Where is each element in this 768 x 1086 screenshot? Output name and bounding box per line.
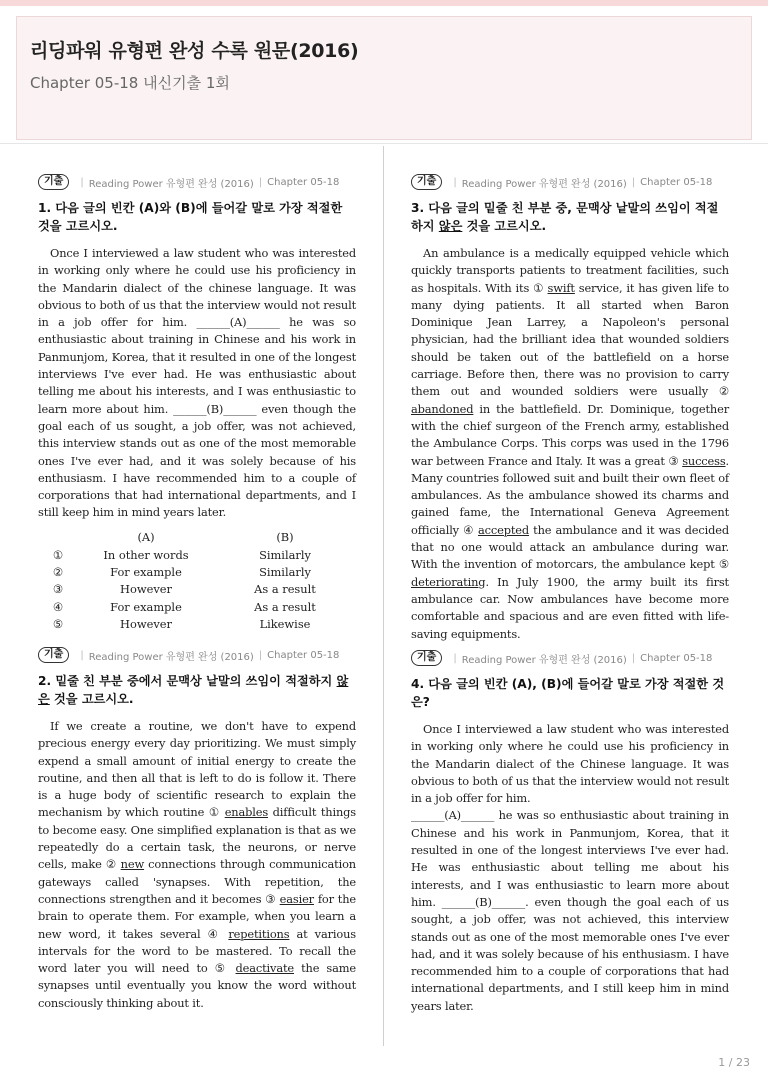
question-1 — [38, 174, 356, 633]
chapter-label: Chapter 05-18 — [640, 652, 713, 664]
prompt-emphasis: 않은 — [438, 219, 463, 233]
column-b-header: (B) — [276, 530, 294, 545]
question-passage: An ambulance is a medically equipped vehicle which quickly transports patients to treatment facilities, such as hospitals. With its ① swift service, it has given life to many dying patients. It all started when Baron Dominique Jean Larrey, a Napoleon's personal physician, had the brilliant idea that wounded soldiers should be taken out of the battlefield on a horse carriage. Before then, there was no provision to carry them out and wounded soldiers were usually ② abandoned in the battlefield. Dr. Dominique, together with the chief surgeon of the French army, established the Ambulance Corps. This corps was used in the 1796 war between France and Italy. It was a great ③ success. Many countries followed suit and built their own fleet of ambulances. As the ambulance showed its charms and gained fame, the International Geneva Agreement officially ④ accepted the ambulance and it was decided that no one would attack an ambulance during war. With the invention of motorcars, the ambulance kept ⑤ deteriorating. In July 1900, the army built its first ambulance car. Now ambulances have become more comfortable and spacious and are even fitted with life-saving equipments. — [411, 246, 729, 641]
prompt-emphasis: 않은 — [38, 674, 349, 706]
question-2 — [38, 647, 356, 1012]
underlined-word-4: accepted — [478, 522, 529, 537]
question-prompt: 2. 밑줄 친 부분 중에서 문맥상 낱말의 쓰임이 적절하지 않은 것을 고르시오. — [38, 674, 349, 706]
choice-a-value: In other words — [103, 547, 189, 562]
choice-number: ⑤ — [52, 616, 64, 631]
underlined-word-5: deactivate — [235, 961, 294, 976]
choice-b-value: As a result — [254, 599, 316, 614]
exam-tag: 기출 — [411, 650, 442, 666]
underlined-word-1: swift — [547, 280, 575, 295]
header-divider — [0, 143, 768, 144]
question-4 — [411, 650, 729, 1015]
question-passage — [411, 721, 729, 1015]
choice-number: ① — [52, 547, 64, 562]
choice-row-1[interactable] — [38, 546, 356, 563]
choice-row-5[interactable] — [38, 615, 356, 632]
exam-tag: 기출 — [411, 174, 442, 190]
page-title: 리딩파워 유형편 완성 수록 원문(2016) — [30, 40, 359, 62]
choice-row-2[interactable] — [38, 563, 356, 580]
choice-number: ③ — [52, 582, 64, 597]
question-meta: 기출 | Reading Power 유형편 완성 (2016) | Chapter 05-18 — [411, 650, 729, 666]
question-passage: Once I interviewed a law student who was interested in working only where he could use his proficiency in the Mandarin dialect of the chinese language. It was obvious to both of us that the interview would not result in a job offer for him. ______(A)______ he was so enthusiastic about training in Chinese and his work in Panmunjom, Korea, that it resulted in one of the longest interviews I've ever had. He was enthusiastic about telling me about his interests, and I was enthusiastic to learn more about him. ______(B)______ even though the goal each of us sought, a job offer, was not achieved, this interview stands out as one of the most memorable ones I've ever had, and it was solely because of his enthusiasm. I have recommended him to a couple of corporations that had international departments, and I still keep him in mind years later. — [38, 246, 356, 520]
question-3 — [411, 174, 729, 643]
question-prompt: 3. 다음 글의 밑줄 친 부분 중, 문맥상 낱말의 쓰임이 적절하지 않은 것을 고르시오. — [411, 201, 719, 233]
page-subtitle: Chapter 05-18 내신기출 1회 — [30, 74, 230, 92]
choice-row-4[interactable] — [38, 598, 356, 615]
source-label: Reading Power 유형편 완성 (2016) — [461, 654, 627, 666]
question-prompt: 4. 다음 글의 빈칸 (A), (B)에 들어갈 말로 가장 적절한 것은? — [411, 677, 725, 709]
answer-choices-table — [38, 529, 356, 633]
column-divider — [383, 146, 384, 1046]
choice-a-value: For example — [110, 564, 182, 579]
question-meta: 기출 | Reading Power 유형편 완성 (2016) | Chapter 05-18 — [38, 647, 356, 663]
exam-tag: 기출 — [38, 174, 69, 190]
choice-b-value: Similarly — [259, 564, 311, 579]
underlined-word-3: success — [682, 453, 726, 468]
choice-a-value: For example — [110, 599, 182, 614]
underlined-word-1: enables — [224, 805, 269, 820]
choice-a-value: However — [120, 582, 172, 597]
chapter-label: Chapter 05-18 — [267, 649, 340, 661]
choice-a-value: However — [120, 616, 172, 631]
chapter-label: Chapter 05-18 — [640, 176, 713, 188]
choice-b-value: Similarly — [259, 547, 311, 562]
underlined-word-5: deteriorating — [411, 574, 486, 589]
source-label: Reading Power 유형편 완성 (2016) — [88, 651, 254, 663]
choices-header-row — [38, 529, 356, 546]
question-meta: 기출 | Reading Power 유형편 완성 (2016) | Chapter 05-18 — [38, 174, 356, 190]
choice-number: ② — [52, 564, 64, 579]
choice-number: ④ — [52, 599, 64, 614]
question-meta: 기출 | Reading Power 유형편 완성 (2016) | Chapter 05-18 — [411, 174, 729, 190]
question-passage: If we create a routine, we don't have to expend precious energy every day prioritizing. We must simply expend a small amount of initial energy to create the routine, and then all that is left to do is follow it. There is a huge body of scientific research to explain the mechanism by which routine ① enables difficult things to become easy. One simplified explanation is that as we repeatedly do a certain task, the neurons, or nerve cells, make ② new connections through communication gateways called 'synapses. With repetition, the connections strengthen and it becomes ③ easier for the brain to operate them. For example, when you learn a new word, it takes several ④ repetitions at various intervals for the word to be mastered. To recall the word later you will need to ⑤ deactivate the same synapses until eventually you know the word without consciously thinking about it. — [38, 719, 357, 1010]
passage-paragraph-1: Once I interviewed a law student who was interested in working only where he could use his proficiency in the Mandarin dialect of the Chinese language. It was obvious to both of us that the interview would not result in a job offer for him. — [411, 722, 729, 806]
underlined-word-4: repetitions — [228, 926, 290, 941]
underlined-word-2: new — [120, 857, 145, 872]
chapter-label: Chapter 05-18 — [267, 176, 340, 188]
choice-b-value: Likewise — [259, 616, 311, 631]
exam-tag: 기출 — [38, 647, 69, 663]
source-label: Reading Power 유형편 완성 (2016) — [88, 178, 254, 190]
top-accent-band — [0, 0, 768, 6]
column-a-header: (A) — [137, 530, 155, 545]
source-label: Reading Power 유형편 완성 (2016) — [461, 178, 627, 190]
underlined-word-3: easier — [279, 891, 314, 906]
underlined-word-2: abandoned — [411, 401, 474, 416]
passage-paragraph-2: ______(A)______ he was so enthusiastic about training in Chinese and his work in Panmunjom, Korea, that it resulted in one of the longest interviews I've ever had. He was enthusiastic about telling me about his interests, and I was enthusiastic to learn more about him. ______(B)______. even though the goal each of us sought, a job offer, was not achieved, this interview stands out as one of the most memorable ones I've ever had, and it was solely because of his enthusiasm. I have recommended him to a couple of corporations that had international departments, and I still keep him in mind years later. — [411, 808, 729, 1013]
page-number: 1 / 23 — [718, 1056, 750, 1069]
question-prompt: 1. 다음 글의 빈칸 (A)와 (B)에 들어갈 말로 가장 적절한 것을 고르시오. — [38, 201, 343, 233]
choice-row-3[interactable] — [38, 581, 356, 598]
choice-b-value: As a result — [254, 582, 316, 597]
